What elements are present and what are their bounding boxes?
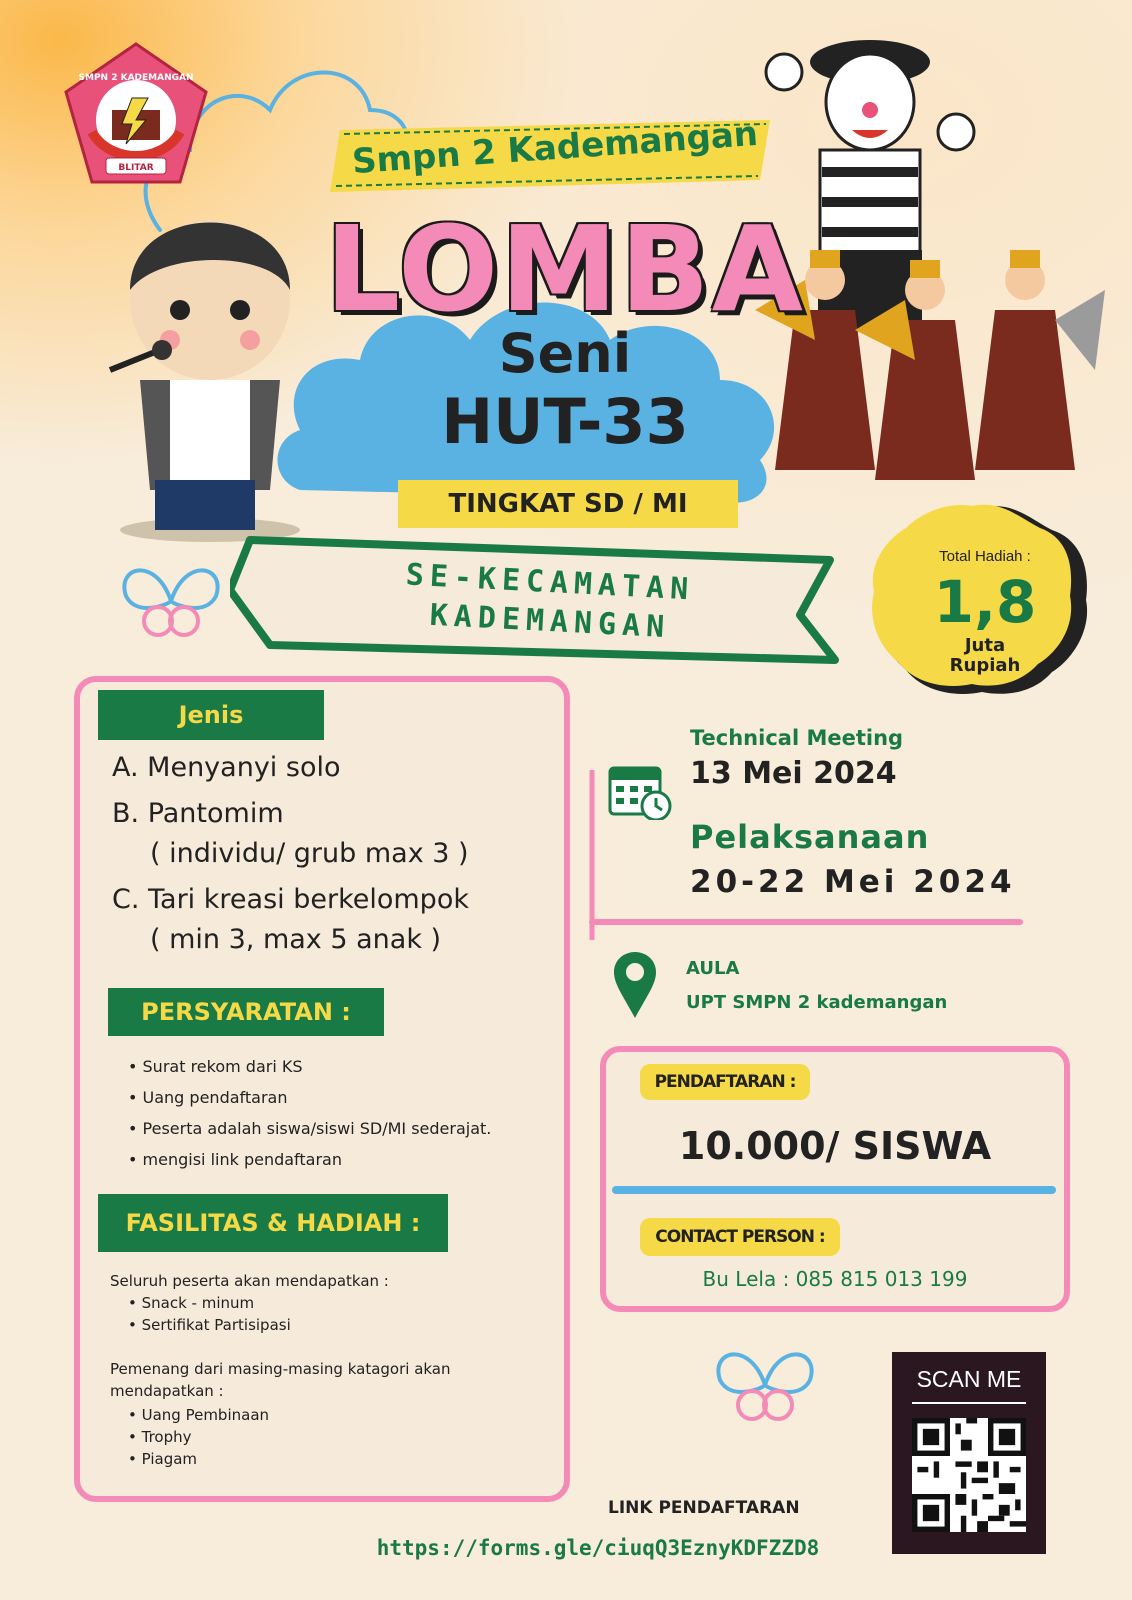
butterfly-icon <box>116 556 226 646</box>
logo-ring-text: SMPN 2 KADEMANGAN <box>78 73 194 83</box>
requirement-item: • Surat rekom dari KS <box>128 1057 303 1076</box>
fee-divider <box>612 1186 1056 1194</box>
main-title: LOMBA <box>325 200 805 338</box>
prize-unit-line-2: Rupiah <box>949 655 1021 676</box>
subtitle-seni: Seni <box>498 322 632 385</box>
registration-fee-label: PENDAFTARAN : <box>640 1064 810 1100</box>
prize-amount: 1,8 <box>933 568 1037 636</box>
school-name: Smpn 2 Kademangan <box>350 113 760 183</box>
technical-meeting-label: Technical Meeting <box>690 726 904 750</box>
logo-city-text: BLITAR <box>118 163 154 173</box>
execution-label: Pelaksanaan <box>690 818 930 856</box>
technical-meeting-date: 13 Mei 2024 <box>690 756 897 791</box>
calendar-icon <box>608 760 672 820</box>
execution-date: 20-22 Mei 2024 <box>690 864 1016 900</box>
prize-label: Total Hadiah : <box>939 548 1031 565</box>
facilities-heading: FASILITAS & HADIAH : <box>98 1194 448 1252</box>
region-banner <box>230 530 860 670</box>
requirement-item: • Peserta adalah siswa/siswi SD/MI sederajat. <box>128 1119 492 1138</box>
qr-code[interactable] <box>912 1418 1026 1532</box>
contact-label: CONTACT PERSON : <box>640 1218 840 1256</box>
qr-label: SCAN ME <box>916 1366 1022 1392</box>
prize-unit <box>920 636 1050 676</box>
category-note: ( min 3, max 5 anak ) <box>150 924 442 955</box>
category-item: A. Menyanyi solo <box>112 752 341 783</box>
requirements-heading: PERSYARATAN : <box>108 988 384 1036</box>
facility-item: • Sertifikat Partisipasi <box>128 1316 291 1334</box>
winner-intro-cont: mendapatkan : <box>110 1382 224 1400</box>
winner-item: • Trophy <box>128 1428 192 1446</box>
facility-item: • Snack - minum <box>128 1294 255 1312</box>
registration-link-label: LINK PENDAFTARAN <box>608 1498 800 1518</box>
categories-heading: Jenis <box>98 690 324 740</box>
level-label: TINGKAT SD / MI <box>398 480 738 528</box>
winner-intro: Pemenang dari masing-masing katagori akan <box>110 1360 451 1378</box>
category-note: ( individu/ grub max 3 ) <box>150 838 469 869</box>
facilities-intro: Seluruh peserta akan mendapatkan : <box>110 1272 389 1290</box>
category-item: B. Pantomim <box>112 798 284 829</box>
category-item: C. Tari kreasi berkelompok <box>112 884 469 915</box>
butterfly-icon <box>710 1340 820 1430</box>
requirement-item: • Uang pendaftaran <box>128 1088 288 1107</box>
winner-item: • Uang Pembinaan <box>128 1406 270 1424</box>
requirement-item: • mengisi link pendaftaran <box>128 1150 342 1169</box>
registration-fee-amount: 10.000/ SISWA <box>678 1124 992 1168</box>
qr-rule <box>912 1402 1026 1404</box>
contact-value: Bu Lela : 085 815 013 199 <box>702 1267 968 1291</box>
region-line-2: KADEMANGAN <box>428 597 672 646</box>
region-line-1: SE-KECAMATAN <box>404 557 696 608</box>
venue-place: UPT SMPN 2 kademangan <box>686 992 948 1013</box>
subtitle-hut: HUT-33 <box>441 385 689 458</box>
registration-link[interactable]: https://forms.gle/ciuqQ3EznyKDFZZD8 <box>376 1536 820 1560</box>
location-pin-icon <box>612 950 658 1020</box>
venue-name: AULA <box>686 958 740 979</box>
school-name-banner <box>330 110 780 200</box>
prize-unit-line-1: Juta <box>964 635 1006 656</box>
school-logo <box>62 40 210 188</box>
winner-item: • Piagam <box>128 1450 198 1468</box>
